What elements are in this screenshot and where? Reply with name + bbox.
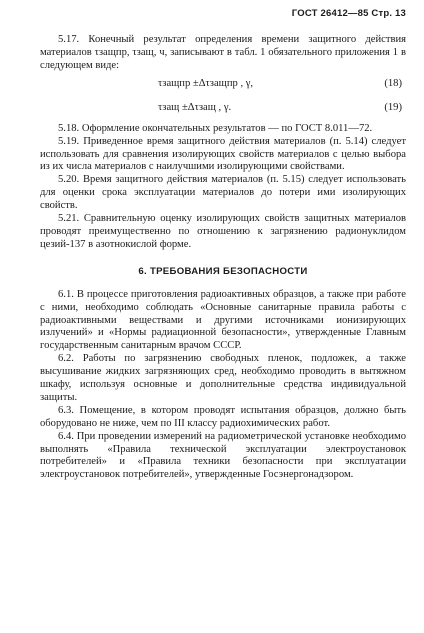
formula-18-number: (18)	[384, 77, 402, 89]
paragraph-5-17: 5.17. Конечный результат определения времени защитного действия материалов τзащпр, τзащ, ч, записывают в табл. 1 обязательного приложения 1 в следующем виде:	[40, 34, 406, 71]
formula-19	[40, 99, 406, 121]
paragraph-6-4: 6.4. При проведении измерений на радиометрической установке необходимо выполнять «Правила технической эксплуатации электроустановок потребителей» и «Правила техники безопасности при эксплуатации электроустановок потребителей», утвержденные Госэнергонадзором.	[40, 430, 406, 481]
section-heading: 6. ТРЕБОВАНИЯ БЕЗОПАСНОСТИ	[138, 265, 308, 277]
paragraph-5-18: 5.18. Оформление окончательных результатов — по ГОСТ 8.011—72.	[58, 122, 373, 134]
formula-18	[40, 75, 406, 97]
formula-19-expression: τзащ ±Δτзащ , γ.	[158, 101, 232, 113]
page-header: ГОСТ 26412—85 Стр. 13	[291, 8, 406, 19]
page-content	[40, 34, 406, 482]
paragraph-5-20: 5.20. Время защитного действия материалов (п. 5.15) следует использовать для оценки срока эксплуатации материалов до потери ими изолирующих свойств.	[40, 174, 406, 212]
formula-19-number: (19)	[384, 101, 402, 113]
paragraph-6-3: 6.3. Помещение, в котором проводят испытания образцов, должно быть оборудовано не ниже, чем по III классу радиохимических работ.	[40, 404, 406, 429]
formula-18-expression: τзащпр ±Δτзащпр , γ,	[158, 77, 254, 89]
paragraph-6-2: 6.2. Работы по загрязнению свободных пленок, подложек, а также высушивание жидких загрязняющих сред, необходимо проводить в вытяжном шкафу, используя основные и дополнительные средства индивидуальной защиты.	[40, 353, 406, 403]
paragraph-6-1: 6.1. В процессе приготовления радиоактивных образцов, а также при работе с ними, необходимо соблюдать «Основные санитарные правила работы с радиоактивными веществами и другими источниками ионизирующих излучений» и «Нормы радиационной безопасности», утвержденные Главным государственным санитарным врачом СССР.	[40, 288, 406, 352]
paragraph-5-21: 5.21. Сравнительную оценку изолирующих свойств защитных материалов проводят преимущественно по отношению к загрязнению радионуклидом цезий-137 в азотнокислой форме.	[40, 213, 406, 250]
paragraph-5-19: 5.19. Приведенное время защитного действия материалов (п. 5.14) следует использовать для сравнения изолирующих свойств материалов с целью выбора из их числа материалов с наилучшими изолирующими свойствами.	[40, 135, 406, 173]
